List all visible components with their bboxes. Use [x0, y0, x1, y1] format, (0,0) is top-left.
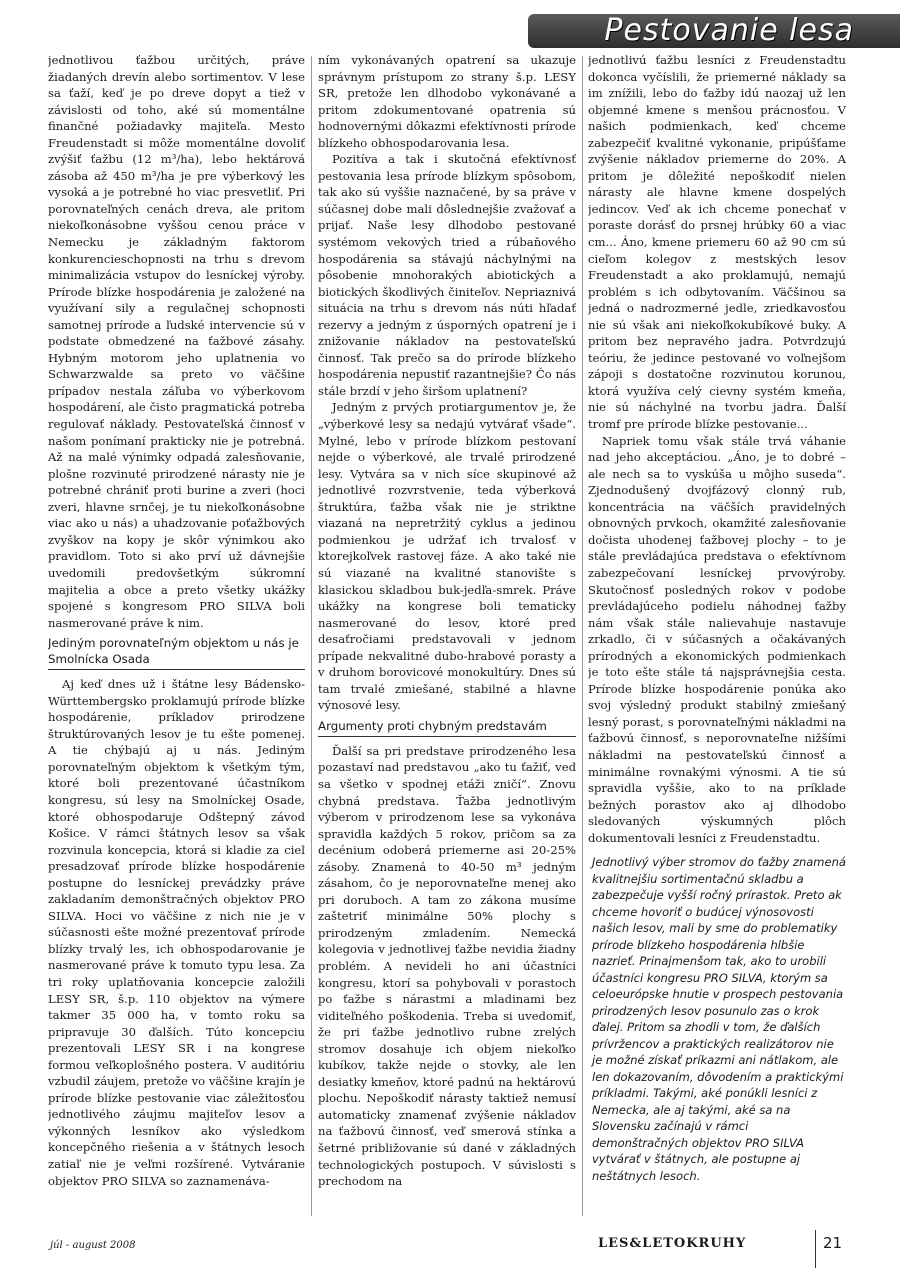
- paragraph: ním vykonávaných opatrení sa ukazuje správnym prístupom zo strany š.p. LESY SR, pretože len dlhodobo vykonávané a pritom zdokumentované opatrenia sú hodnovernými dôkazmi efektívnosti prírode blízkeho obhospodarovania lesa.: [318, 53, 576, 150]
- paragraph: jednotlivú ťažbu lesníci z Freudenstadtu dokonca vyčíslili, že priemerné náklady sa im znížili, lebo do ťažby idú naozaj už len objemné kmene s menšou prácnosťou. V našich podmienkach, keď chceme zabezpečiť kvalitné vykonanie, pripúšťame zvýšenie nákladov priemerne do 20%. A pritom je dôležité nepoškodiť nielen nárasty ale hlavne kmene dospelých jedincov. Veď ak ich chceme ponechať v poraste dorásť do prsnej hrúbky 60 a viac cm... Áno, kmene priemeru 60 až 90 cm sú cieľom kolegov z mestských lesov Freudenstadt a ako proklamujú, nemajú problém s ich odbytovaním. Väčšinou sa jedná o nadrozmerné jedle, zriedkavosťou nie sú však ani niekoľkokubíkové buky. A pritom bez nepravého jadra. Potvrdzujú teóriu, že jedince pestované vo voľnejšom zápoji s dostatočne rozvinutou korunou, ktorá využíva celý cievny systém kmeňa, nie sú náchylné na tvorbu jadra. Ďalší tromf pre prírode blízke pestovanie...: [588, 53, 846, 432]
- paragraph: jednotlivou ťažbou určitých, práve žiadaných drevín alebo sortimentov. V lese sa ťaží, keď je po dreve dopyt a tiež v závislosti od toho, aké sú momentálne finančné požiadavky majiteľa. Mesto Freudenstadt si môže momentálne dovoliť zvýšiť ťažbu (12 m³/ha), lebo hektárová zásoba až 450 m³/ha je pre výberkový les vysoká a je potrebné ho viac presvetliť. Pri porovnateľných cenách dreva, ale pritom niekoľkonásobne vyššou cenou práce v Nemecku je základným faktorom konkurencieschopnosti na trhu s drevom minimalizácia vstupov do lesníckej výroby. Prírode blízke hospodárenia je založené na využívaní sily a regulačnej schopnosti samotnej prírode a ľudské intervencie sú v podstate obmedzené na ťažbové zásahy. Hybným motorom jeho uplatnenia vo Schwarzwalde sa preto vo väčšine prípadov nestala záľuba vo výberkovom hospodárení, ale čisto pragmatická potreba regulovať náklady. Pestovateľská činnosť v našom ponímaní prakticky nie je potrebná. Až na malé výnimky odpadá zalesňovanie, plošne rozvinuté prirodzené nárasty nie je potrebné chrániť proti burine a zveri (hoci zveri, hlavne srnčej, je tu niekoľkonásobne viac ako u nás) a uhadzovanie poťažbových zvyškov na kopy je skôr výnimkou ako pravidlom. Toto si ako prví už dávnejšie uvedomili predovšetkým súkromní majitelia a obce a preto všetky ukážky spojené s kongresom PRO SILVA boli nasmerované práve k nim.: [48, 53, 305, 630]
- paragraph: Pozitíva a tak i skutočná efektívnosť pestovania lesa prírode blízkym spôsobom, tak ako sú vyššie naznačené, by sa práve v súčasnej dobe mali dôslednejšie zvažovať a prijať. Naše lesy dlhodobo pestované systémom vekových tried a rúbaňového hospodárenia sa stávajú náchylnými na pôsobenie mnohorakých abiotických a biotických škodlivých činiteľov. Nepriaznivá situácia na trhu s drevom nás núti hľadať rezervy a jedným z úsporných opatrení je i znižovanie nákladov na pestovateľskú činnosť. Tak prečo sa do prírode blízkeho hospodárenia nepustiť razantnejšie? Čo nás stále brzdí v jeho širšom uplatnení?: [318, 152, 576, 398]
- paragraph: Aj keď dnes už i štátne lesy Bádensko-Württembergsko proklamujú prírode blízke hospodárenie, príkladov prirodzene štruktúrovaných lesov je tu ešte pomenej. A tie chýbajú aj u nás. Jediným porovnateľným objektom k všetkým tým, ktoré boli prezentované účastníkom kongresu, sú lesy na Smolníckej Osade, ktoré obhospodaruje Odštepný závod Košice. V rámci štátnych lesov sa však rozvinula koncepcia, ktorá si kladie za cieľ presadzovať prírode blízke hospodárenie postupne do lesníckej prevádzky práve zakladaním demonštračných objektov PRO SILVA. Hoci vo väčšine z nich nie je v súčasnosti ešte možné prezentovať prírode blízky trvalý les, ich obhospodarovanie je nasmerované práve k tomuto typu lesa. Za tri roky uplatňovania koncepcie založili LESY SR, š.p. 110 objektov na výmere takmer 35 000 ha, v tomto roku sa pripravuje 30 ďalších. Túto koncepciu prezentovali LESY SR i na kongrese formou veľkoplošného postera. V auditóriu vzbudil záujem, pretože vo väčšine krajín je prírode blízke pestovanie viac záležitosťou jednotlivého záujmu majiteľov lesov a výkonných lesníkov ako výsledkom koncepčného riešenia a v štátnych lesoch zatiaľ nie je veľmi rozšírené. Vytváranie objektov PRO SILVA so zaznamenáva-: [48, 677, 305, 1188]
- column-divider: [582, 56, 583, 1216]
- section-title: Pestovanie lesa: [604, 13, 854, 48]
- issue-date: júl - august 2008: [50, 1240, 136, 1251]
- paragraph: Ďalší sa pri predstave prirodzeného lesa pozastaví nad predstavou „ako tu ťažiť, veď sa všetko v spodnej etáži zničí“. Znovu chybná predstava. Ťažba jednotlivým výberom v prirodzenom lese sa vykonáva spravidla každých 5 rokov, pričom sa za decénium odoberá priemerne asi 20-25% zásoby. Znamená to 40-50 m³ jedným zásahom, čo je neporovnateľne menej ako pri doruboch. A tam zo zákona musíme zaštetriť minimálne 50% plochy s prirodzeným zmladením. Nemecká kolegovia v jednotlivej ťažbe nevidia žiadny problém. A nevideli ho ani účastníci kongresu, ktorí sa pohybovali v porastoch po ťažbe s nárastmi a mladinami bez viditeľného poškodenia. Treba si uvedomiť, že pri ťažbe jednotlivo rubne zrelých stromov dosahuje ich objem niekoľko kubíkov, takže nejde o stovky, ale len desiatky kmeňov, ktoré padnú na hektárovú plochu. Nepoškodiť nárasty taktiež nemusí automaticky znamenať zvýšenie nákladov na ťažbovú činnosť, veď smerová stínka a šetrné približovanie sú dané v základných technologických postupoch. V súvislosti s prechodom na: [318, 743, 576, 1189]
- magazine-logo: LES&LETOKRUHY: [598, 1236, 747, 1251]
- paragraph: Jedným z prvých protiargumentov je, že „výberkové lesy sa nedajú vytvárať všade“. Mylné, lebo v prírode blízkom pestovaní nejde o výberkové, ale trvalé prirodzené lesy. Vytvára sa v nich síce skupinové až jednotlivé rozvrstvenie, teda výberková štruktúra, ťažba však nie je striktne viazaná na nepretržitý cyklus a jedinou podmienkou je udržať ich trvalosť v ktorejkoľvek rastovej fáze. A ako také nie sú viazané na kvalitné stanovište s klasickou skladbou buk-jedľa-smrek. Práve ukážky na kongrese boli tematicky nasmerované do lesov, ktoré pred desaťročiami predstavovali v jednom prípade nekvalitné dubo-hrabové porasty a v druhom borovicové monokultúry. Dnes sú tam trvalé zmiešané, stabilné a hlavne výnosové lesy.: [318, 400, 576, 713]
- paragraph: Napriek tomu však stále trvá váhanie nad jeho akceptáciou. „Áno, je to dobré – ale nech sa to vyskúša u môjho suseda“. Zjednodušený dvojfázový clonný rub, koncentrácia na väčších pravidelných obnovných prvkoch, okamžité zalesňovanie dočista uhodenej ťažbovej plochy – to je stále prevládajúca predstava o efektívnom zabezpečovaní lesníckej prvovýroby. Skutočnosť posledných rokov v podobe prevládajúceho podielu náhodnej ťažby nám však stále nalievahuje nastavuje zrkadlo, či v súčasných a očakávaných prírodných a ekonomických podmienkach je toto ešte stále tá najsprávnejšia cesta. Prírode blízke hospodárenie ponúka ako svoj výsledný produkt stabilný zmiešaný lesný porast, s porovnateľnými nákladmi na ťažbovú činnosť, s neporovnateľne nižšími nákladmi na pestovateľskú činnosť a minimálne rovnakými výnosmi. A tie sú spravidla vyššie, ako to na príklade bežných porastov ako aj dlhodobo sledovaných výskumných plôch dokumentovali lesníci z Freudenstadtu.: [588, 433, 846, 845]
- column-divider: [311, 56, 312, 1216]
- page-number: 21: [823, 1234, 843, 1252]
- subheading: Jediným porovnateľným objektom u nás je Smolnícka Osada: [48, 635, 305, 670]
- pull-quote: Jednotlivý výber stromov do ťažby znamená kvalitnejšiu sortimentačnú skladbu a zabezpečuje vyšší ročný prírastok. Preto ak chceme hovoriť o budúcej výnosovosti našich lesov, mali by sme do problematiky prírode blízkeho hospodárenia hlbšie nazrieť. Prinajmenšom tak, ako to urobili účastníci kongresu PRO SILVA, ktorým sa celoeurópske hnutie v prospech pestovania prirodzených lesov posunulo zas o krok ďalej. Pritom sa zhodli v tom, že ďalších prívržencov a praktických realizátorov nie je možné získať príkazmi ani nátlakom, ale len dokazovaním, dôvodením a praktickými príkladmi. Takými, aké ponúkli lesníci z Nemecka, ale aj takými, aké sa na Slovensku začínajú v rámci demonštračných objektov PRO SILVA vytvárať v štátnych, ale postupne aj neštátnych lesoch.: [592, 855, 846, 1183]
- article-column-3: [588, 52, 846, 1222]
- article-column-1: [48, 52, 305, 1222]
- article-column-2: [318, 52, 576, 1222]
- subheading: Argumenty proti chybným predstavám: [318, 718, 576, 737]
- footer-divider: [815, 1230, 816, 1268]
